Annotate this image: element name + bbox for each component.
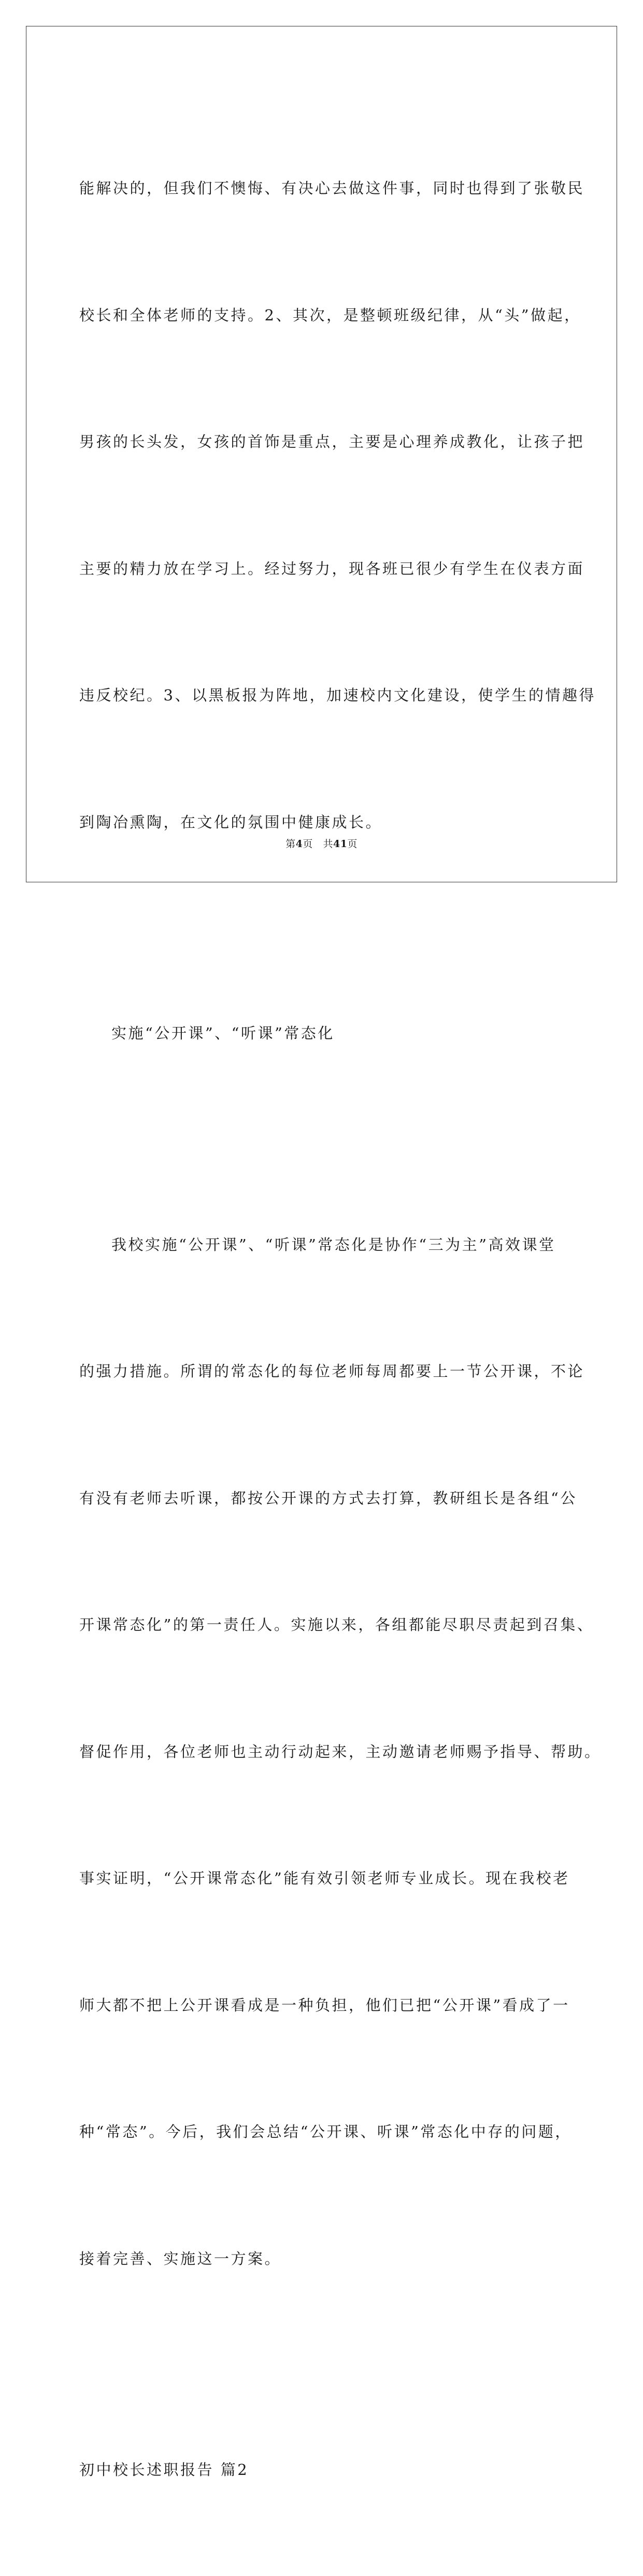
text-line: 能解决的，但我们不懊悔、有决心去做这件事，同时也得到了张敬民 xyxy=(79,179,585,197)
article-title xyxy=(79,2364,566,2576)
text-line: 师大都不把上公开课看成是一种负担，他们已把“公开课”看成了一 xyxy=(79,1996,570,2014)
page-suffix: 页 xyxy=(303,838,313,850)
text-line: 有没有老师去听课，都按公开课的方式去打算，教研组长是各组“公 xyxy=(79,1489,577,1507)
article-heading: 初中校长述职报告 篇2 xyxy=(79,2461,249,2479)
text-line: 违反校纪。3、以黑板报为阵地，加速校内文化建设，使学生的情趣得 xyxy=(79,686,596,704)
paragraph-school-discipline xyxy=(79,83,596,928)
text-line: 校长和全体老师的支持。2、其次，是整顿班级纪律，从“头”做起， xyxy=(79,306,581,324)
page-prefix: 第 xyxy=(285,838,296,850)
text-line: 开课常态化”的第一责任人。实施以来，各组都能尽职尽责起到召集、 xyxy=(79,1616,594,1634)
text-line: 接着完善、实施这一方案。 xyxy=(79,2249,282,2268)
text-line: 的强力措施。所谓的常态化的每位老师每周都要上一节公开课，不论 xyxy=(79,1362,585,1380)
text-line: 我校实施“公开课”、“听课”常态化是协作“三为主”高效课堂 xyxy=(111,1235,556,1254)
section-heading-open-class xyxy=(79,928,566,1139)
document-body xyxy=(79,83,602,2576)
paragraph-open-class xyxy=(79,1139,602,2365)
page-footer xyxy=(0,836,643,850)
text-line: 主要的精力放在学习上。经过努力，现各班已很少有学生在仪表方面 xyxy=(79,559,585,578)
total-suffix: 页 xyxy=(347,838,358,850)
section-heading: 实施“公开课”、“听课”常态化 xyxy=(111,1024,335,1042)
text-line: 男孩的长头发，女孩的首饰是重点，主要是心理养成教化，让孩子把 xyxy=(79,433,585,451)
total-prefix: 共 xyxy=(323,838,333,850)
text-line: 督促作用，各位老师也主动行动起来，主动邀请老师赐予指导、帮助。 xyxy=(79,1742,602,1761)
text-line: 事实证明，“公开课常态化”能有效引领老师专业成长。现在我校老 xyxy=(79,1869,570,1887)
page-number: 4 xyxy=(295,838,303,850)
total-pages: 41 xyxy=(333,838,348,850)
text-line: 种“常态”。今后，我们会总结“公开课、听课”常态化中存的问题， xyxy=(79,2123,572,2141)
text-line: 到陶冶熏陶，在文化的氛围中健康成长。 xyxy=(79,813,383,831)
